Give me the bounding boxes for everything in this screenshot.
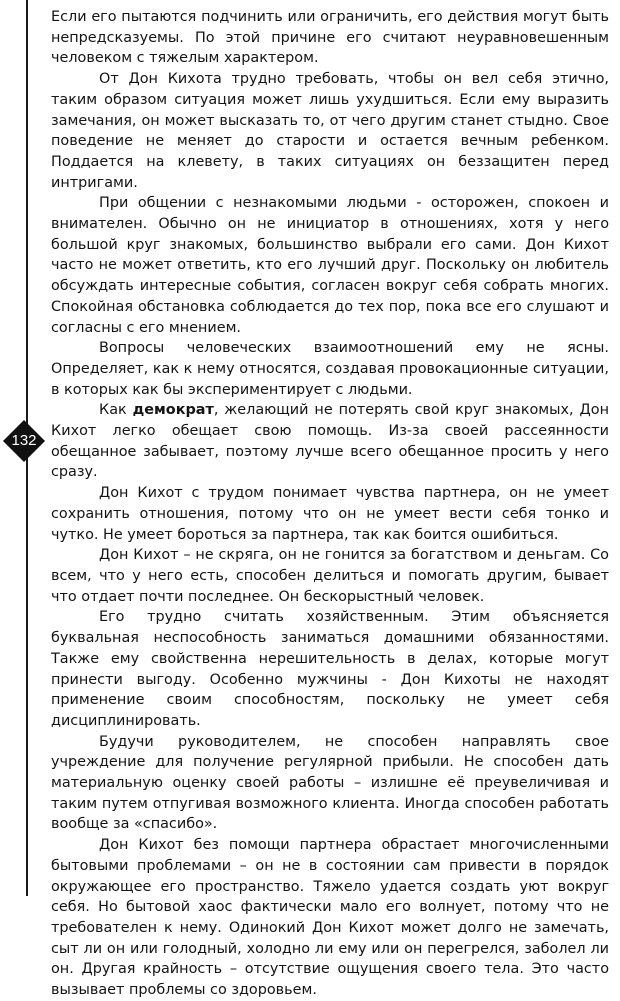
paragraph: Дон Кихот с трудом понимает чувства партнера, он не умеет сохранить отношения, потому что он не умеет вести себя тонко и чутко. Не умеет бороться за партнера, так как боится ошибиться. [51, 485, 609, 543]
body-text [51, 7, 609, 1001]
paragraph: Его трудно считать хозяйственным. Этим объясняется буквальная неспособность заниматься домашними обязанностями. Также ему свойственна нерешительность в делах, которые могут принести выгоду. Особенно мужчины - Дон Кихоты не находят применение своим способностям, поскольку не умеет себя дисциплинировать. [51, 609, 609, 729]
paragraph: Если его пытаются подчинить или ограничить, его действия могут быть непредсказуемы. По этой причине его считают неуравновешенным человеком с тяжелым характером. [51, 9, 609, 67]
paragraph: Дон Кихот – не скряга, он не гонится за богатством и деньгам. Со всем, что у него есть, способен делиться и помогать другим, бывает что отдает почти последнее. Он бескорыстный человек. [51, 547, 609, 605]
paragraph: Дон Кихот без помощи партнера обрастает многочисленными бытовыми проблемами – он не в состоянии сам привести в порядок окружающее его пространство. Тяжело удается создать уют вокруг себя. Но бытовой хаос фактически мало его волнует, потому что не требователен к нему. Одинокий Дон Кихот может долго не замечать, сыт ли он или голодный, холодно ли ему или он перегрелся, заболел ли он. Другая крайность – отсутствие ощущения своего тела. Это часто вызывает проблемы со здоровьем. [51, 837, 609, 999]
page-number: 132 [11, 432, 37, 449]
paragraph-text: , желающий не потерять свой круг знакомых, Дон Кихот легко обещает свою помощь. Из-за своей рассеянности обещанное забывает, поэтому лучше всего обещанное просить у него сразу. [51, 402, 609, 481]
paragraph: От Дон Кихота трудно требовать, чтобы он вел себя этично, таким образом ситуация может лишь ухудшиться. Если ему выразить замечания, он может высказать то, от чего другим станет стыдно. Свое поведение не меняет до старости и остается вечным ребенком. Поддается на клевету, в таких ситуациях он беззащитен перед интригами. [51, 71, 609, 191]
bold-term: демократ [132, 402, 214, 419]
paragraph-text: Как [99, 402, 133, 419]
paragraph-democrat [51, 400, 609, 483]
paragraph: При общении с незнакомыми людьми - осторожен, спокоен и внимателен. Обычно он не инициатор в отношениях, хотя у него большой круг знакомых, большинство выбрали его сами. Дон Кихот часто не может ответить, кто его лучший друг. Поскольку он любитель обсуждать интересные события, согласен вокруг себя собрать многих. Спокойная обстановка соблюдается до тех пор, пока все его слушают и согласны с его мнением. [51, 195, 609, 336]
paragraph: Будучи руководителем, не способен направлять свое учреждение для получение регулярной прибыли. Не способен дать материальную оценку своей работы – излишне её преувеличивая и таким путем отпугивая возможного клиента. Иногда способен работать вообще за «спасибо». [51, 733, 609, 833]
paragraph: Вопросы человеческих взаимоотношений ему не ясны. Определяет, как к нему относятся, создавая провокационные ситуации, в которых как бы экспериментирует с людьми. [51, 340, 609, 398]
